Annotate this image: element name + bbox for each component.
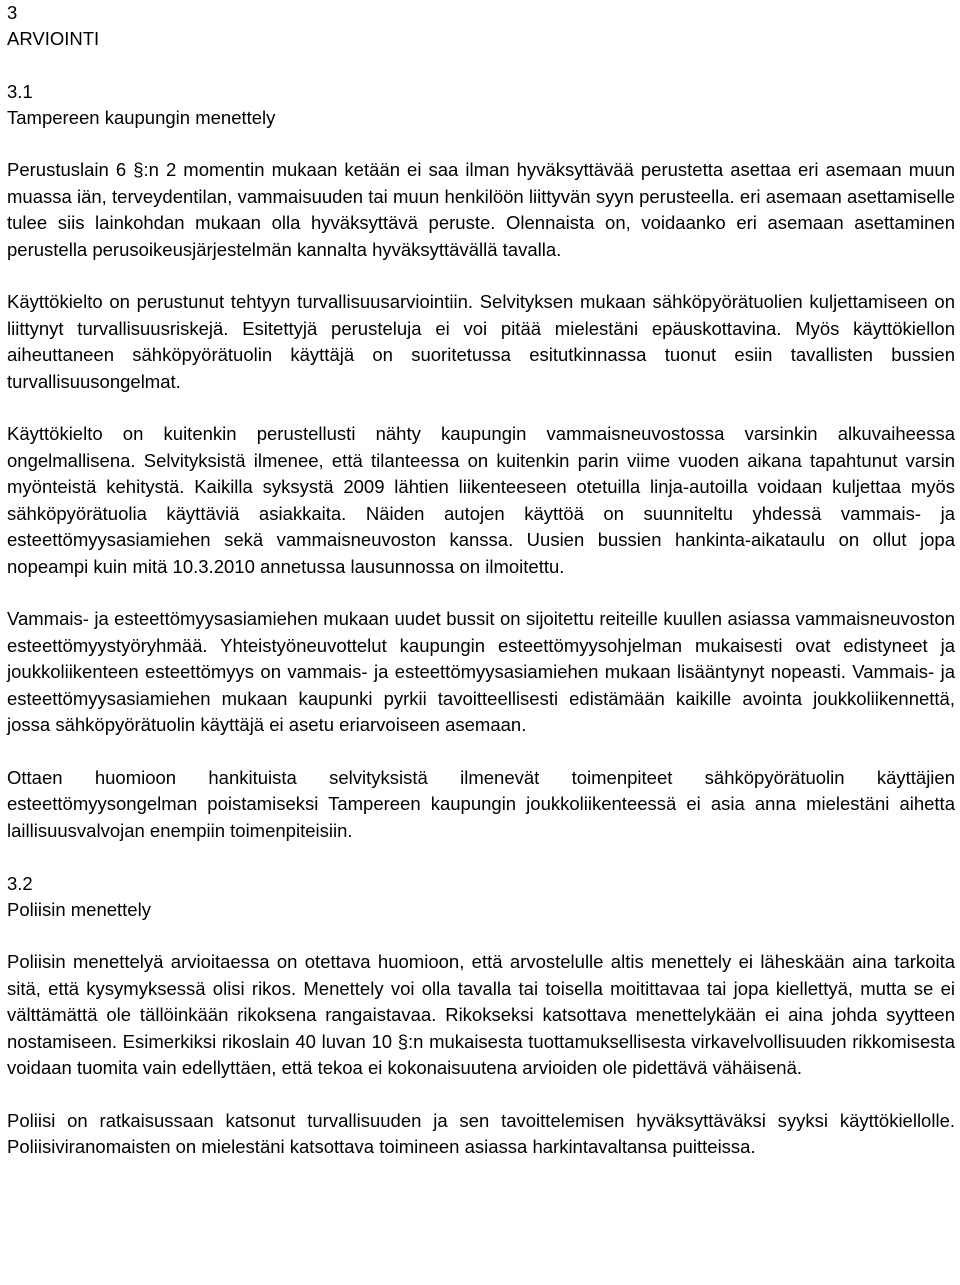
paragraph: Poliisi on ratkaisussaan katsonut turvallisuuden ja sen tavoittelemisen hyväksyttäväksi syyksi käyttökiellolle. Poliisiviranomaisten on mielestäni katsottava toimineen asiassa harkintavaltansa puitteissa.: [7, 1109, 955, 1157]
section-3-2-heading: [7, 871, 955, 923]
section-3-1-heading: [7, 79, 955, 131]
document-page: [7, 0, 955, 1161]
section-3-heading: [7, 0, 955, 52]
paragraph: Poliisin menettelyä arvioitaessa on otettava huomioon, että arvostelulle altis menettely ei läheskään aina tarkoita sitä, että kysymyksessä olisi rikos. Menettely voi olla tavalla tai toisella moitittavaa tai jopa kiellettyä, mutta se ei välttämättä ole tällöinkään rikoksena rangaistavaa. Rikokseksi katsottava menettelykään ei aina johda syytteen nostamiseen. Esimerkiksi rikoslain 40 luvan 10 §:n mukaisesta tuottamuksellisesta virkavelvollisuuden rikkomisesta voidaan tuomita vain edellyttäen, että tekoa ei kokonaisuutena arvioiden ole pidettävä vähäisenä.: [7, 951, 955, 1078]
subsection-number: 3.1: [7, 81, 33, 102]
subsection-title: Poliisin menettely: [7, 899, 151, 920]
subsection-number: 3.2: [7, 873, 33, 894]
paragraph: Ottaen huomioon hankituista selvityksistä ilmenevät toimenpiteet sähköpyörätuolin käyttäjien esteettömyysongelman poistamiseksi Tampereen kaupungin joukkoliikenteessä ei asia anna mielestäni aihetta laillisuusvalvojan enempiin toimenpiteisiin.: [7, 766, 955, 841]
paragraph: Perustuslain 6 §:n 2 momentin mukaan ketään ei saa ilman hyväksyttävää perustetta asettaa eri asemaan muun muassa iän, terveydentilan, vammaisuuden tai muun henkilöön liittyvän syyn perusteella. eri asemaan asettamiselle tulee siis lainkohdan mukaan olla hyväksyttävä peruste. Olennaista on, voidaanko eri asemaan asettaminen perustella perusoikeusjärjestelmän kannalta hyväksyttävällä tavalla.: [7, 159, 955, 260]
section-title: ARVIOINTI: [7, 28, 100, 49]
paragraph: Käyttökielto on kuitenkin perustellusti nähty kaupungin vammaisneuvostossa varsinkin alkuvaiheessa ongelmallisena. Selvityksistä ilmenee, että tilanteessa on kuitenkin parin viime vuoden aikana tapahtunut varsin myönteistä kehitystä. Kaikilla syksystä 2009 lähtien liikenteeseen otetuilla linja-autoilla voidaan kuljettaa myös sähköpyörätuolia käyttäviä asiakkaita. Näiden autojen käyttöä on suunniteltu yhdessä vammais- ja esteettömyysasiamiehen sekä vammaisneuvoston kanssa. Uusien bussien hankinta-aikataulu on ollut jopa nopeampi kuin mitä 10.3.2010 annetussa lausunnossa on ilmoitettu.: [7, 423, 955, 577]
subsection-title: Tampereen kaupungin menettely: [7, 107, 276, 128]
paragraph: Vammais- ja esteettömyysasiamiehen mukaan uudet bussit on sijoitettu reiteille kuullen asiassa vammaisneuvoston esteettömyystyöryhmää. Yhteistyöneuvottelut kaupungin esteettömyysohjelman mukaisesti ovat edistyneet ja joukkoliikenteen esteettömyys on vammais- ja esteettömyysasiamiehen mukaan lisääntynyt nopeasti. Vammais- ja esteettömyysasiamiehen mukaan kaupunki pyrkii tavoitteellisesti edistämään kaikille avointa joukkoliikennettä, jossa sähköpyörätuolin käyttäjä ei asetu eriarvoiseen asemaan.: [7, 608, 955, 735]
section-number: 3: [7, 2, 18, 23]
paragraph: Käyttökielto on perustunut tehtyyn turvallisuusarviointiin. Selvityksen mukaan sähköpyörätuolien kuljettamiseen on liittynyt turvallisuusriskejä. Esitettyjä perusteluja ei voi pitää mielestäni epäuskottavina. Myös käyttökiellon aiheuttaneen sähköpyörätuolin käyttäjä on suoritetussa esitutkinnassa tuonut esiin tavallisten bussien turvallisuusongelmat.: [7, 291, 955, 392]
